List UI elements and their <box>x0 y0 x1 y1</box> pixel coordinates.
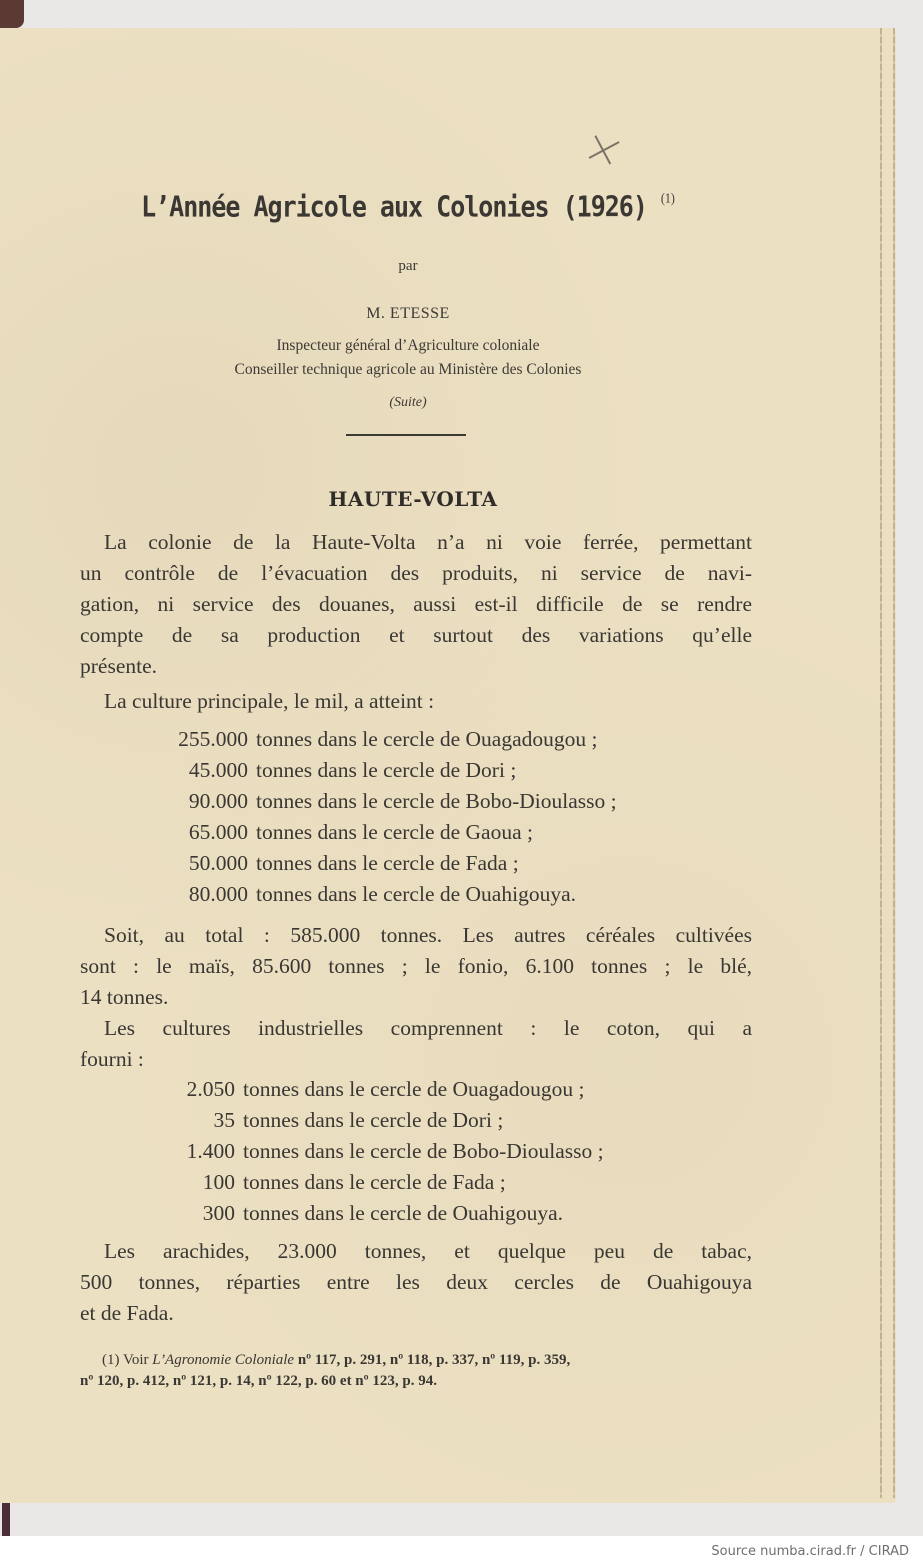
amount: 50.000 <box>188 851 248 875</box>
source-credit: Source numba.cirad.fr / CIRAD <box>711 1544 909 1559</box>
footnote-reference: (1) <box>660 189 675 206</box>
amount: 90.000 <box>188 789 248 813</box>
paragraph <box>80 686 752 717</box>
item-text: tonnes dans le cercle de Gaoua ; <box>256 820 533 844</box>
text-line: présente. <box>80 654 158 678</box>
text-line: fourni : <box>80 1047 144 1071</box>
section-heading: HAUTE-VOLTA <box>328 487 498 511</box>
text-line: compte de sa production et surtout des variations qu’elle <box>80 623 752 647</box>
list-item <box>150 724 617 755</box>
page-edge <box>893 28 895 1498</box>
continuation-note: (Suite) <box>389 395 427 410</box>
amount: 80.000 <box>188 882 248 906</box>
amount: 300 <box>202 1201 235 1225</box>
footnote-refs: nº 120, p. 412, nº 121, p. 14, nº 122, p. 60 et nº 123, p. 94. <box>80 1373 437 1389</box>
list-item <box>165 1198 604 1229</box>
amount: 100 <box>202 1170 235 1194</box>
page-edge <box>880 28 882 1498</box>
author-affiliation: Inspecteur général d’Agriculture coloniale <box>276 337 540 354</box>
paragraph <box>80 1013 752 1075</box>
paragraph <box>80 527 752 682</box>
footnote-line <box>80 1350 752 1371</box>
text-line: gation, ni service des douanes, aussi est-il difficile de se rendre <box>80 592 752 616</box>
item-text: tonnes dans le cercle de Bobo-Dioulasso ; <box>243 1139 604 1163</box>
text-line: Soit, au total : 585.000 tonnes. Les autres céréales cultivées <box>104 923 752 947</box>
item-text: tonnes dans le cercle de Dori ; <box>243 1108 504 1132</box>
binding-corner <box>2 1503 10 1536</box>
item-text: tonnes dans le cercle de Ouahigouya. <box>243 1201 563 1225</box>
footnote-line <box>80 1371 752 1392</box>
journal-name: L’Agronomie Coloniale <box>152 1352 295 1368</box>
list-item <box>150 879 617 910</box>
list-item <box>165 1074 604 1105</box>
amount: 45.000 <box>188 758 248 782</box>
text-line: Les arachides, 23.000 tonnes, et quelque peu de tabac, <box>104 1239 752 1263</box>
text-line: et de Fada. <box>80 1301 174 1325</box>
amount: 65.000 <box>188 820 248 844</box>
text-line: La colonie de la Haute-Volta n’a ni voie ferrée, permettant <box>104 530 752 554</box>
text-line: 14 tonnes. <box>80 985 169 1009</box>
item-text: tonnes dans le cercle de Ouagadougou ; <box>256 727 598 751</box>
amount: 35 <box>213 1108 235 1132</box>
item-text: tonnes dans le cercle de Ouagadougou ; <box>243 1077 585 1101</box>
footnote <box>80 1350 752 1392</box>
item-text: tonnes dans le cercle de Fada ; <box>243 1170 506 1194</box>
footnote-refs: nº 117, p. 291, nº 118, p. 337, nº 119, p. 359, <box>294 1352 571 1368</box>
item-text: tonnes dans le cercle de Fada ; <box>256 851 519 875</box>
author-affiliation: Conseiller technique agricole au Ministère des Colonies <box>234 361 582 378</box>
item-text: tonnes dans le cercle de Ouahigouya. <box>256 882 576 906</box>
text-line: sont : le maïs, 85.600 tonnes ; le fonio, 6.100 tonnes ; le blé, <box>80 954 752 978</box>
handwritten-x-mark <box>587 133 621 167</box>
paragraph <box>80 1236 752 1329</box>
mil-production-list <box>150 724 617 910</box>
list-item <box>150 848 617 879</box>
text-line: un contrôle de l’évacuation des produits, ni service de navi- <box>80 561 752 585</box>
byline-par: par <box>398 258 418 274</box>
article-title <box>0 190 816 223</box>
list-item <box>150 817 617 848</box>
text-line: La culture principale, le mil, a atteint : <box>104 689 435 713</box>
separator-rule <box>346 434 466 436</box>
list-item <box>165 1167 604 1198</box>
title-text: L’Année Agricole aux Colonies (1926) <box>141 189 647 224</box>
text-line: Les cultures industrielles comprennent : le coton, qui a <box>104 1016 752 1040</box>
list-item <box>150 755 617 786</box>
amount: 2.050 <box>186 1077 235 1101</box>
amount: 1.400 <box>186 1139 235 1163</box>
text-line: 500 tonnes, réparties entre les deux cercles de Ouahigouya <box>80 1270 752 1294</box>
paragraph <box>80 920 752 1013</box>
coton-production-list <box>165 1074 604 1229</box>
author-name: M. ETESSE <box>366 305 450 322</box>
amount: 255.000 <box>178 727 248 751</box>
footnote-marker: (1) Voir <box>102 1352 153 1368</box>
binding-corner <box>0 0 24 28</box>
list-item <box>165 1105 604 1136</box>
item-text: tonnes dans le cercle de Bobo-Dioulasso ; <box>256 789 617 813</box>
list-item <box>150 786 617 817</box>
item-text: tonnes dans le cercle de Dori ; <box>256 758 517 782</box>
list-item <box>165 1136 604 1167</box>
